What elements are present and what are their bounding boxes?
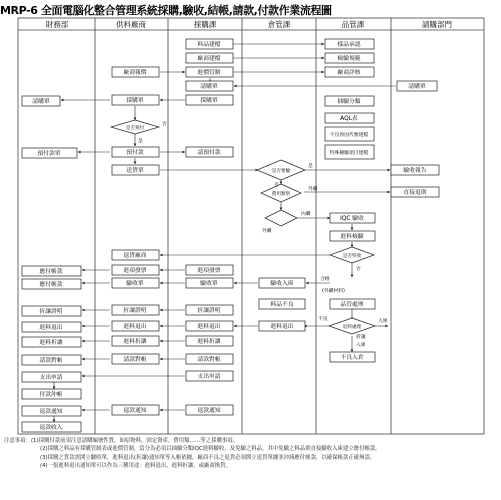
flow-label-no-1: 否 [162, 122, 167, 127]
flow-label-yes-1: 是 [138, 139, 143, 144]
po-label-purchasing: 採購單 [200, 98, 218, 104]
item-master-label: 料品建檔 [197, 42, 221, 48]
lane-headers [46, 19, 453, 29]
receive-stock-label: 驗收入庫 [270, 281, 294, 287]
special-accept-decision-label: 是否特收 [342, 254, 362, 259]
note-line-1: 注意事項：(1)採購付款前須注意請購編號性質，如原物料，固定資產，費用類……等之採購事項。 [4, 438, 239, 444]
flow-label-defect: 不良 [318, 317, 328, 322]
flow-label-no-3: 否 [356, 267, 361, 272]
supplier-quote-label: 廠商報價 [123, 70, 147, 76]
ap-label-1: 應付帳款 [39, 269, 63, 275]
ap-label-2: 應付帳款 [39, 282, 63, 288]
requisition-label-requester: 請購單 [408, 84, 426, 90]
flow-label-outsourced-1: 外購 [262, 229, 272, 234]
refund-income-label: 退款收入 [39, 425, 63, 431]
flow-label-outsourced-2: 外購 [308, 187, 318, 192]
discount-proof-label-2: 折讓證明 [123, 308, 147, 314]
flow-label-allowance: 折讓 [356, 335, 366, 340]
swimlane-frame [18, 18, 484, 434]
flow-label-outsourced-material: (外購材料) [322, 289, 345, 294]
quality-lane-boxes [325, 39, 375, 362]
po-label-supplier: 採購單 [126, 98, 144, 104]
billing-recon-label-2: 請款對帳 [123, 357, 147, 363]
return-out-label-1: 進料退出 [39, 325, 63, 331]
inspection-report-label: 驗收報告 [403, 168, 427, 174]
delivery-note-label: 送貨單 [126, 168, 144, 174]
inspection-spec-label: 檢驗規範 [337, 56, 361, 62]
refund-notice-label-2: 退款通知 [123, 408, 147, 414]
notes-section [4, 437, 498, 499]
return-handling-decision-label: 退料處理 [342, 325, 362, 330]
return-allow-label-3: 進料折讓 [197, 339, 221, 345]
return-supplier-label: 退貨廠商 [123, 253, 147, 259]
receipt-label-supplier: 驗收單 [126, 281, 144, 287]
return-out-label-3: 進料退出 [197, 324, 221, 330]
incoming-inspect-label: 進料檢驗 [340, 234, 364, 240]
lane-header-purchasing: 採購課 [193, 20, 217, 29]
prepayment-label: 預付款 [126, 150, 144, 156]
flow-label-internal: 內購 [301, 212, 311, 217]
expense-type-decision-label: 費用類別 [271, 192, 291, 197]
defect-code-label: 不良原因代號建檔 [329, 133, 369, 138]
input-invoice-label-1: 進項發票 [123, 268, 147, 274]
lane-header-quality: 品管課 [341, 20, 365, 29]
billing-recon-label-3: 請款對帳 [197, 357, 221, 363]
expense-req-label-1: 支出申請 [39, 375, 63, 381]
flow-label-yes-2: 是 [308, 164, 313, 169]
page-title: MRP-6 全面電腦化整合管理系統採購,驗收,結帳,請款,付款作業流程圖 [0, 4, 332, 16]
return-out-label-2: 進料退出 [123, 324, 147, 330]
flow-label-pass: 合格 [320, 277, 330, 282]
flow-label-no-2: 否 [274, 183, 279, 188]
refund-notice-label-3: 退款通知 [197, 408, 221, 414]
discount-proof-label-3: 折讓證明 [197, 308, 221, 314]
lane-header-warehouse: 倉管課 [267, 20, 291, 29]
flow-label-stock-in-1: 入庫 [378, 319, 388, 324]
request-prepay-label: 請預付款 [197, 150, 221, 156]
qc-handling-label: 品管處理 [340, 302, 364, 308]
return-allow-label-1: 進料折讓 [39, 340, 63, 346]
defect-to-stock-label: 不良入倉 [340, 355, 364, 361]
sampling-class-label: 抽驗分類 [337, 99, 361, 105]
return-allow-label-2: 進料折讓 [123, 339, 147, 345]
routing-decision [265, 210, 297, 226]
finance-lane-boxes [22, 96, 81, 432]
defective-item-label: 料品不良 [270, 302, 294, 308]
discount-proof-label-1: 折讓證明 [39, 309, 63, 315]
inspect-decision-label: 是否要驗 [271, 169, 291, 174]
special-inspect-label: 特殊檢驗項目建檔 [329, 151, 369, 156]
note-line-3: (3)採購之貨款需開立驗收單，進料退出(折讓)通知單等入帳依據，廠商不良之退貨必須開立退貨單據並沖減應付帳款，以確保帳款正確無誤。 [40, 454, 376, 461]
prepay-decision-label: 是否預付 [125, 126, 145, 131]
return-out-label-4: 進料退出 [270, 324, 294, 330]
lane-header-supplier: 供料廠商 [116, 20, 146, 29]
requisition-label-purchasing: 請購單 [200, 84, 218, 90]
note-line-4: (4)一張進料退出通知單可以作為三種用途：進料退出，進料折讓，或廠商換貨。 [40, 462, 231, 469]
payment-offset-label: 付款沖帳 [39, 392, 63, 398]
receipt-label-purchasing: 驗收單 [200, 281, 218, 287]
requester-lane-boxes [391, 81, 439, 197]
aql-table-label: AQL表 [340, 116, 358, 122]
lane-header-finance: 財務部 [45, 20, 69, 29]
requisition-label-finance: 請購單 [32, 99, 50, 105]
refund-notice-label-1: 退款通知 [39, 409, 63, 415]
direct-return-label: 直接退則 [403, 190, 427, 196]
price-control-label: 進價管制 [197, 70, 221, 76]
iqc-label: IQC 驗收 [340, 216, 364, 222]
prepay-slip-label: 預付款單 [37, 151, 61, 157]
sample-approval-label: 樣品承認 [337, 42, 361, 48]
billing-recon-label-1: 請款對帳 [39, 358, 63, 364]
flow-label-stock-in-2: 入庫 [356, 343, 366, 348]
input-invoice-label-2: 進項發票 [197, 268, 221, 274]
lane-header-requester: 請購部門 [422, 20, 452, 29]
vendor-master-label: 廠商建檔 [197, 56, 221, 62]
vendor-eval-label: 廠商評核 [337, 70, 361, 76]
note-line-2: (2)採購之料品有採購管制表或進價管制，當分為必須以抽驗分類IQC進料驗收，及免驗之料品，其中免驗之料品則直接驗收入庫建立應付帳款。 [40, 446, 381, 453]
expense-req-label-2: 支出申請 [197, 374, 221, 380]
